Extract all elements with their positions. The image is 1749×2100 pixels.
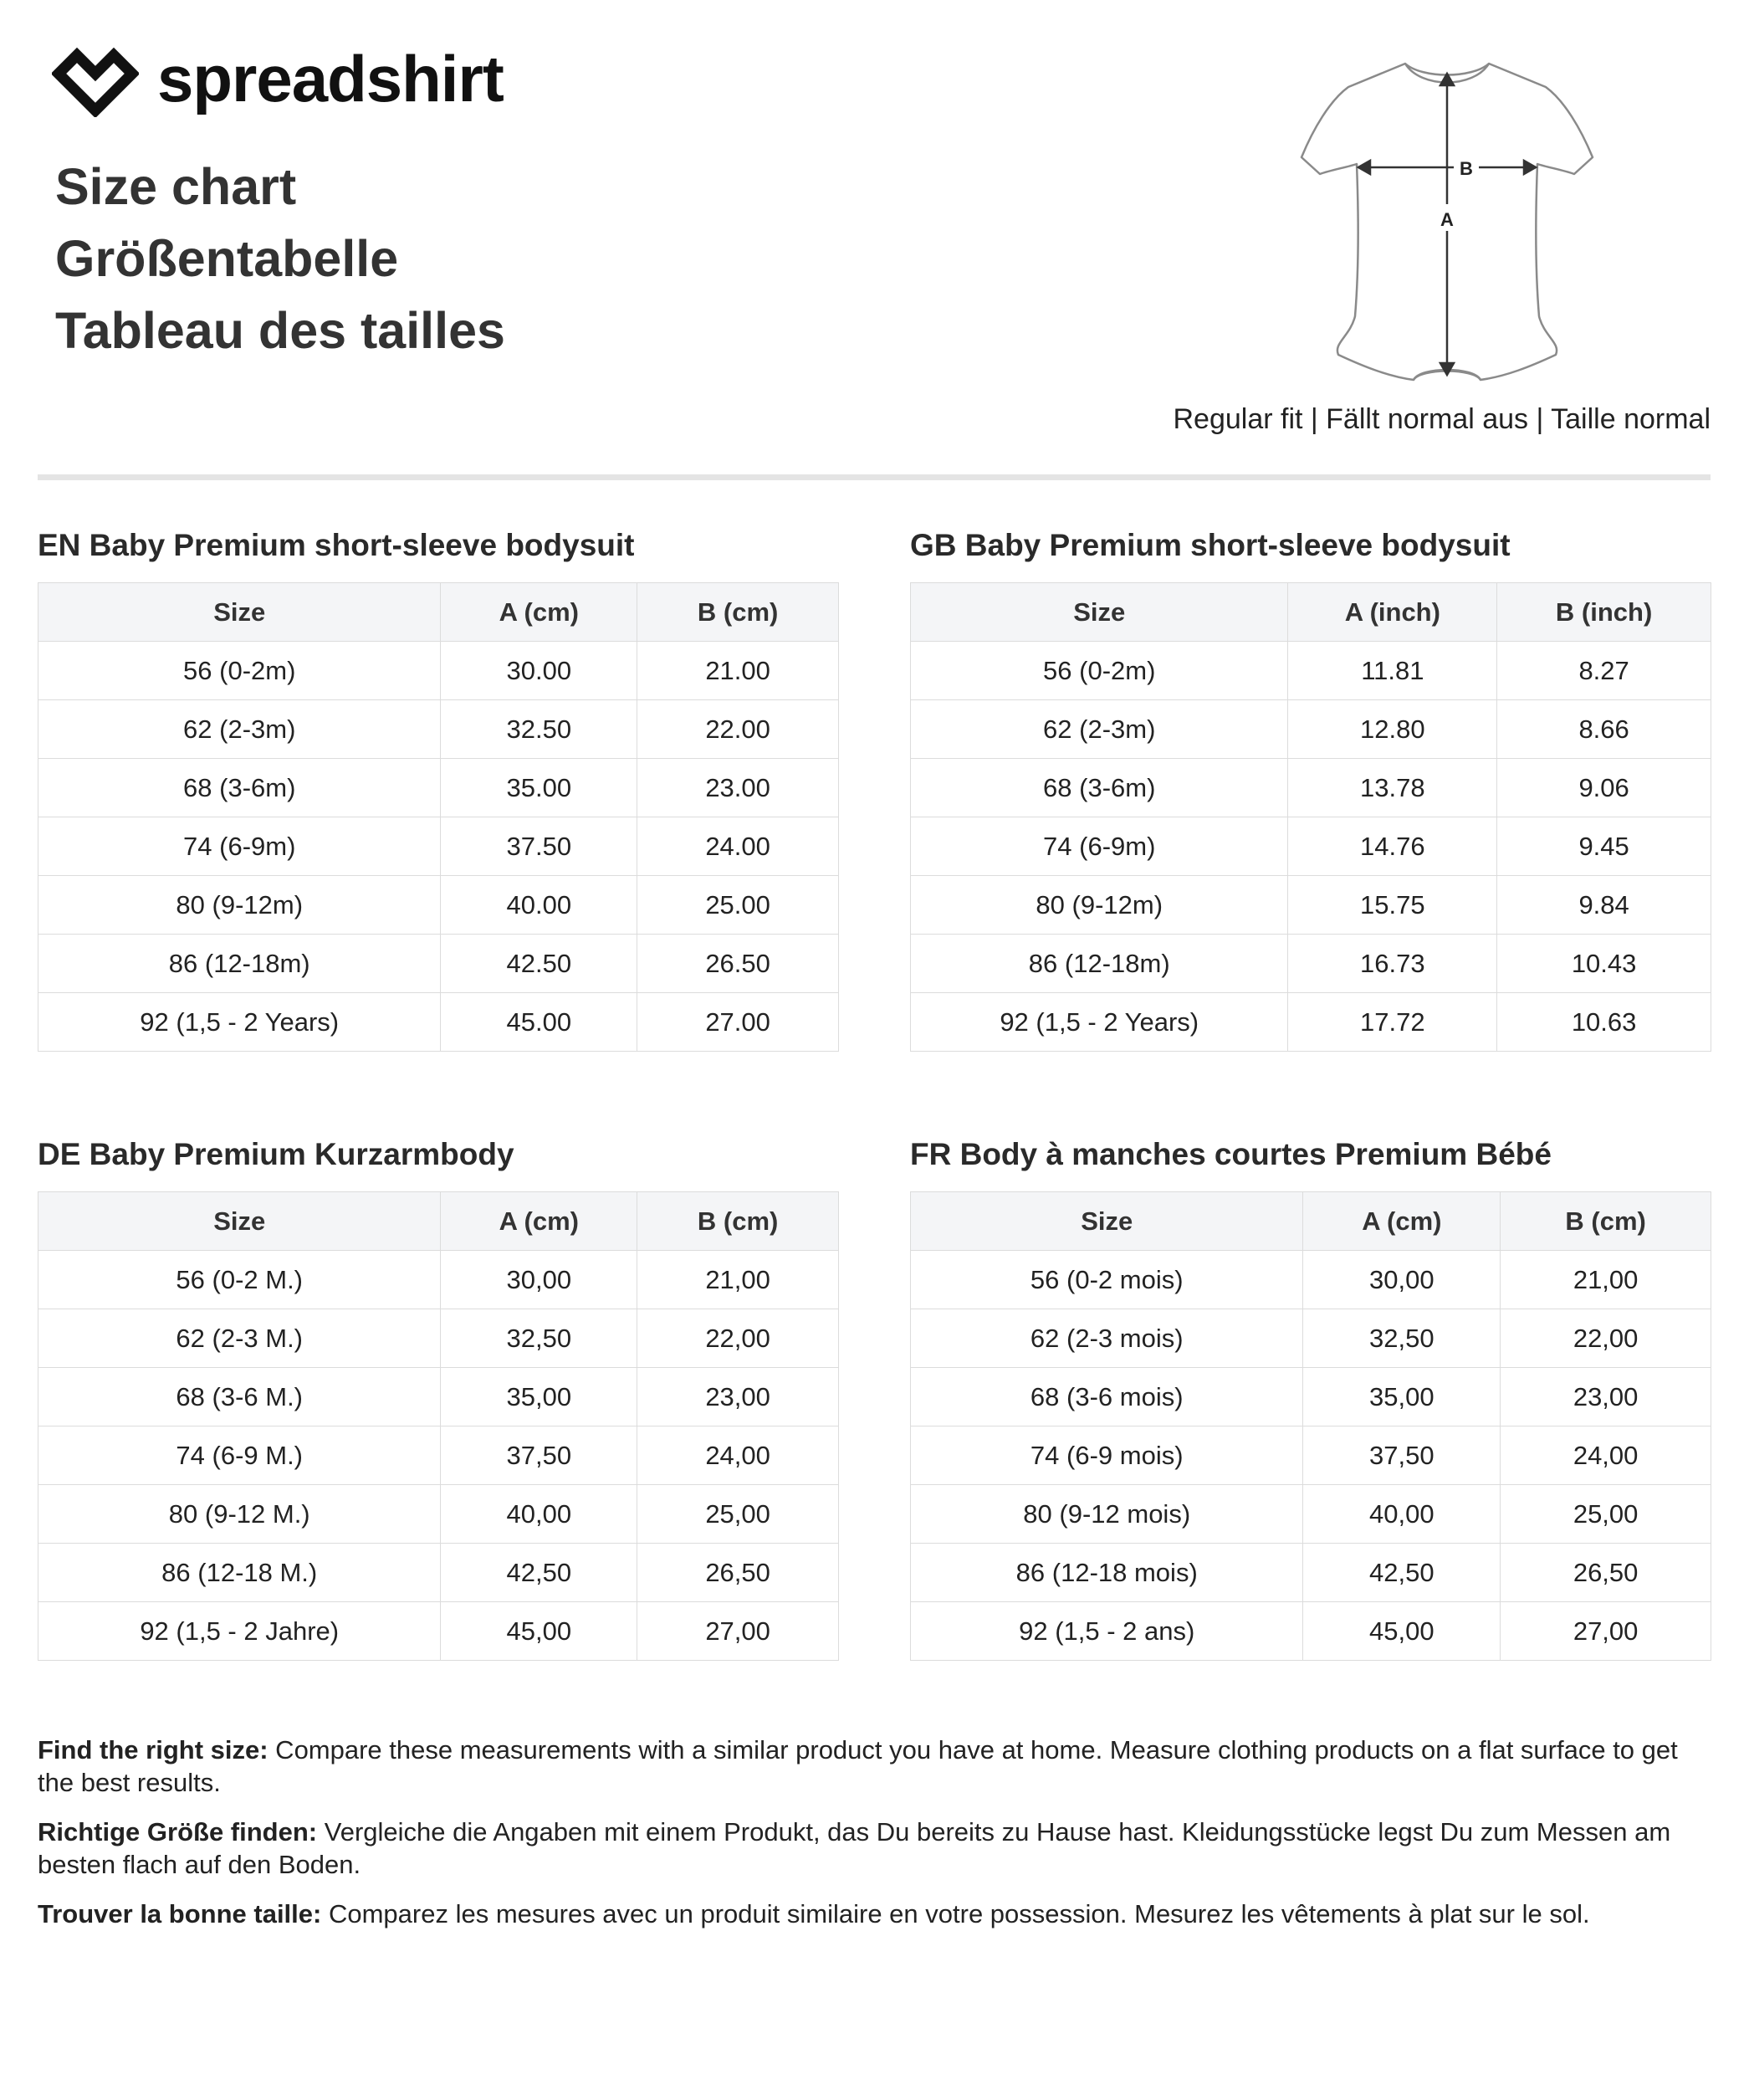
a-cell: 14.76: [1288, 817, 1497, 876]
a-cell: 40,00: [441, 1485, 637, 1544]
size-table-gb: [910, 522, 1713, 1052]
a-cell: 13.78: [1288, 759, 1497, 817]
table-row: [911, 993, 1711, 1052]
table-row: [911, 1544, 1711, 1602]
table-row: [911, 1251, 1711, 1309]
table-row: [38, 817, 839, 876]
note-en: [38, 1734, 1711, 1799]
a-cell: 45,00: [441, 1602, 637, 1661]
table-title: EN Baby Premium short-sleeve bodysuit: [38, 528, 635, 562]
table-header-row: [38, 1192, 839, 1251]
a-cell: 40,00: [1303, 1485, 1501, 1544]
size-cell: 62 (2-3 M.): [38, 1309, 441, 1368]
b-cell: 10.43: [1497, 935, 1711, 993]
size-cell: 86 (12-18 mois): [911, 1544, 1303, 1602]
b-cell: 27.00: [637, 993, 839, 1052]
table-row: [38, 642, 839, 700]
size-cell: 74 (6-9 M.): [38, 1426, 441, 1485]
b-cell: 21,00: [1501, 1251, 1711, 1309]
a-cell: 11.81: [1288, 642, 1497, 700]
header-b: B (inch): [1497, 583, 1711, 642]
header-a: A (cm): [441, 1192, 637, 1251]
table-row: [911, 1426, 1711, 1485]
a-cell: 42.50: [441, 935, 637, 993]
table-row: [911, 700, 1711, 759]
table-row: [38, 1251, 839, 1309]
table-row: [38, 1309, 839, 1368]
table-row: [911, 817, 1711, 876]
b-cell: 25.00: [637, 876, 839, 935]
header-size: Size: [38, 583, 441, 642]
size-table: [38, 1191, 839, 1661]
heart-diamond-icon: [52, 40, 139, 117]
note-label: Richtige Größe finden:: [38, 1817, 318, 1846]
table-row: [911, 759, 1711, 817]
table-row: [38, 1426, 839, 1485]
size-cell: 68 (3-6 mois): [911, 1368, 1303, 1426]
size-cell: 74 (6-9m): [911, 817, 1288, 876]
size-cell: 62 (2-3 mois): [911, 1309, 1303, 1368]
header-size: Size: [911, 583, 1288, 642]
size-cell: 56 (0-2m): [911, 642, 1288, 700]
b-cell: 26,50: [637, 1544, 839, 1602]
table-row: [911, 642, 1711, 700]
size-table-de: [38, 1131, 841, 1661]
b-cell: 21.00: [637, 642, 839, 700]
b-cell: 24.00: [637, 817, 839, 876]
a-cell: 35.00: [441, 759, 637, 817]
b-cell: 8.66: [1497, 700, 1711, 759]
table-row: [38, 700, 839, 759]
page-title-group: [55, 151, 505, 366]
table-row: [911, 876, 1711, 935]
baby-bodysuit-icon: [1280, 49, 1614, 385]
size-cell: 68 (3-6m): [911, 759, 1288, 817]
table-title: FR Body à manches courtes Premium Bébé: [910, 1137, 1552, 1171]
b-cell: 24,00: [637, 1426, 839, 1485]
size-cell: 92 (1,5 - 2 Jahre): [38, 1602, 441, 1661]
note-text: Vergleiche die Angaben mit einem Produkt, das Du bereits zu Hause hast. Kleidungsstücke legst Du zum Messen am besten flach auf den Boden.: [38, 1817, 1671, 1879]
table-row: [38, 759, 839, 817]
size-cell: 56 (0-2 M.): [38, 1251, 441, 1309]
size-table-en: [38, 522, 841, 1052]
table-row: [911, 1368, 1711, 1426]
b-cell: 27,00: [637, 1602, 839, 1661]
a-cell: 32,50: [1303, 1309, 1501, 1368]
note-text: Compare these measurements with a similar product you have at home. Measure clothing products on a flat surface to get the best results.: [38, 1735, 1678, 1797]
size-cell: 86 (12-18m): [38, 935, 441, 993]
b-cell: 23.00: [637, 759, 839, 817]
table-row: [38, 1485, 839, 1544]
b-cell: 22,00: [1501, 1309, 1711, 1368]
b-cell: 27,00: [1501, 1602, 1711, 1661]
size-table: [38, 582, 839, 1052]
b-cell: 8.27: [1497, 642, 1711, 700]
a-cell: 16.73: [1288, 935, 1497, 993]
table-title: DE Baby Premium Kurzarmbody: [38, 1137, 514, 1171]
size-cell: 74 (6-9m): [38, 817, 441, 876]
size-cell: 86 (12-18m): [911, 935, 1288, 993]
size-cell: 56 (0-2m): [38, 642, 441, 700]
table-row: [38, 935, 839, 993]
a-cell: 12.80: [1288, 700, 1497, 759]
header-a: A (cm): [441, 583, 637, 642]
a-cell: 17.72: [1288, 993, 1497, 1052]
a-cell: 35,00: [441, 1368, 637, 1426]
table-row: [911, 1309, 1711, 1368]
size-cell: 56 (0-2 mois): [911, 1251, 1303, 1309]
a-cell: 35,00: [1303, 1368, 1501, 1426]
brand-name: spreadshirt: [157, 42, 504, 115]
table-row: [38, 876, 839, 935]
header-b: B (cm): [1501, 1192, 1711, 1251]
size-cell: 68 (3-6 M.): [38, 1368, 441, 1426]
table-title: GB Baby Premium short-sleeve bodysuit: [910, 528, 1511, 562]
a-cell: 37,50: [441, 1426, 637, 1485]
divider: [38, 474, 1711, 480]
a-cell: 15.75: [1288, 876, 1497, 935]
header-b: B (cm): [637, 583, 839, 642]
b-cell: 25,00: [1501, 1485, 1711, 1544]
size-table-fr: [910, 1131, 1713, 1661]
note-text: Comparez les mesures avec un produit similaire en votre possession. Mesurez les vêtements à plat sur le sol.: [321, 1899, 1590, 1928]
note-de: [38, 1816, 1711, 1881]
a-cell: 45,00: [1303, 1602, 1501, 1661]
b-cell: 22.00: [637, 700, 839, 759]
b-cell: 21,00: [637, 1251, 839, 1309]
note-label: Find the right size:: [38, 1735, 268, 1765]
size-cell: 92 (1,5 - 2 Years): [38, 993, 441, 1052]
label-a: A: [1440, 209, 1454, 230]
a-cell: 42,50: [1303, 1544, 1501, 1602]
b-cell: 9.45: [1497, 817, 1711, 876]
a-cell: 37,50: [1303, 1426, 1501, 1485]
a-cell: 30,00: [441, 1251, 637, 1309]
b-cell: 26.50: [637, 935, 839, 993]
b-cell: 24,00: [1501, 1426, 1711, 1485]
size-cell: 86 (12-18 M.): [38, 1544, 441, 1602]
size-cell: 68 (3-6m): [38, 759, 441, 817]
header-size: Size: [911, 1192, 1303, 1251]
a-cell: 32,50: [441, 1309, 637, 1368]
a-cell: 32.50: [441, 700, 637, 759]
header-a: A (inch): [1288, 583, 1497, 642]
label-b: B: [1460, 158, 1473, 179]
note-fr: [38, 1898, 1711, 1930]
a-cell: 30.00: [441, 642, 637, 700]
table-header-row: [911, 583, 1711, 642]
size-cell: 74 (6-9 mois): [911, 1426, 1303, 1485]
fit-description: Regular fit | Fällt normal aus | Taille normal: [1173, 403, 1711, 435]
b-cell: 23,00: [637, 1368, 839, 1426]
a-cell: 42,50: [441, 1544, 637, 1602]
brand-logo: [52, 37, 504, 120]
header-a: A (cm): [1303, 1192, 1501, 1251]
size-cell: 80 (9-12m): [38, 876, 441, 935]
table-row: [38, 1602, 839, 1661]
size-cell: 80 (9-12 M.): [38, 1485, 441, 1544]
b-cell: 23,00: [1501, 1368, 1711, 1426]
table-row: [911, 1602, 1711, 1661]
note-label: Trouver la bonne taille:: [38, 1899, 322, 1928]
table-row: [38, 1368, 839, 1426]
header-size: Size: [38, 1192, 441, 1251]
size-cell: 80 (9-12 mois): [911, 1485, 1303, 1544]
a-cell: 37.50: [441, 817, 637, 876]
table-row: [38, 1544, 839, 1602]
b-cell: 25,00: [637, 1485, 839, 1544]
b-cell: 9.06: [1497, 759, 1711, 817]
header-b: B (cm): [637, 1192, 839, 1251]
page-title-en: Size chart: [55, 158, 297, 215]
size-cell: 92 (1,5 - 2 Years): [911, 993, 1288, 1052]
size-cell: 92 (1,5 - 2 ans): [911, 1602, 1303, 1661]
a-cell: 30,00: [1303, 1251, 1501, 1309]
size-table: [910, 582, 1711, 1052]
size-cell: 80 (9-12m): [911, 876, 1288, 935]
b-cell: 10.63: [1497, 993, 1711, 1052]
b-cell: 9.84: [1497, 876, 1711, 935]
size-table: [910, 1191, 1711, 1661]
a-cell: 45.00: [441, 993, 637, 1052]
size-cell: 62 (2-3m): [38, 700, 441, 759]
page-title-de: Größentabelle: [55, 230, 399, 287]
table-row: [38, 993, 839, 1052]
a-cell: 40.00: [441, 876, 637, 935]
b-cell: 26,50: [1501, 1544, 1711, 1602]
b-cell: 22,00: [637, 1309, 839, 1368]
size-cell: 62 (2-3m): [911, 700, 1288, 759]
table-header-row: [911, 1192, 1711, 1251]
page-title-fr: Tableau des tailles: [55, 302, 505, 359]
table-header-row: [38, 583, 839, 642]
table-row: [911, 1485, 1711, 1544]
measurement-notes: [38, 1734, 1711, 1947]
table-row: [911, 935, 1711, 993]
